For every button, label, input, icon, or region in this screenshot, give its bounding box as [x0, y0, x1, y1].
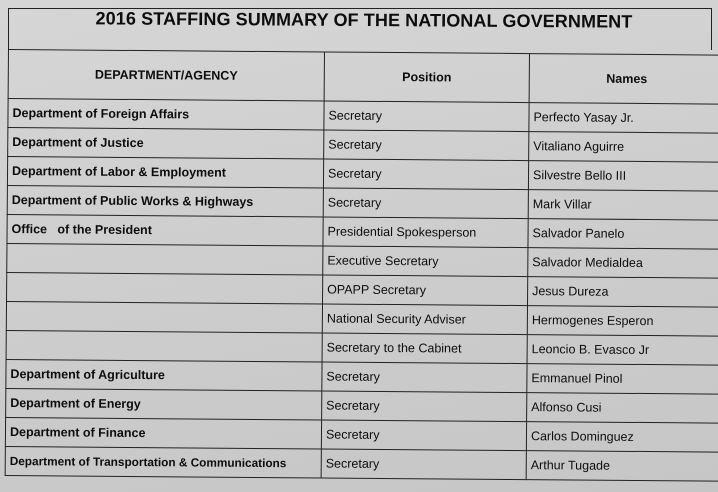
position-cell: Secretary [324, 130, 529, 161]
department-cell [6, 301, 322, 332]
name-cell: Salvador Panelo [528, 219, 718, 250]
department-cell: Department of Justice [8, 128, 324, 159]
department-cell [7, 272, 323, 303]
name-cell: Jesus Dureza [528, 277, 718, 308]
name-cell: Mark Villar [528, 190, 718, 221]
position-cell: Secretary [321, 449, 526, 480]
department-cell: Department of Agriculture [6, 359, 322, 390]
department-cell [6, 330, 322, 361]
position-cell: Secretary [322, 362, 527, 393]
position-cell: Presidential Spokesperson [323, 217, 528, 248]
department-cell: Office of the President [7, 214, 323, 245]
name-cell: Hermogenes Esperon [527, 306, 718, 337]
name-cell: Alfonso Cusi [527, 393, 718, 424]
position-cell: Executive Secretary [323, 246, 528, 277]
table-header-row [8, 50, 718, 105]
position-cell: Secretary [323, 159, 528, 190]
position-cell: Secretary [323, 188, 528, 219]
position-cell: Secretary [324, 101, 529, 132]
department-cell: Department of Finance [5, 417, 321, 448]
name-cell: Carlos Dominguez [526, 422, 718, 453]
staffing-table [5, 49, 718, 482]
department-cell: Department of Foreign Affairs [8, 99, 324, 130]
position-cell: Secretary [321, 420, 526, 451]
position-cell: National Security Adviser [322, 304, 527, 335]
name-cell: Arthur Tugade [526, 451, 718, 482]
name-cell: Salvador Medialdea [528, 248, 718, 279]
position-cell: Secretary [322, 391, 527, 422]
name-cell: Emmanuel Pinol [527, 364, 718, 395]
name-cell: Leoncio B. Evasco Jr [527, 335, 718, 366]
table-row [5, 446, 718, 481]
name-cell: Perfecto Yasay Jr. [529, 103, 718, 134]
department-cell [7, 243, 323, 274]
header-names: Names [529, 54, 718, 105]
department-cell: Department of Energy [6, 388, 322, 419]
name-cell: Vitaliano Aguirre [529, 132, 718, 163]
name-cell: Silvestre Bello III [528, 161, 718, 192]
department-cell: Department of Public Works & Highways [7, 185, 323, 216]
department-cell: Department of Labor & Employment [7, 157, 323, 188]
position-cell: Secretary to the Cabinet [322, 333, 527, 364]
position-cell: OPAPP Secretary [323, 275, 528, 306]
document-title: 2016 STAFFING SUMMARY OF THE NATIONAL GOVERNMENT [95, 8, 633, 32]
header-department: DEPARTMENT/AGENCY [8, 50, 324, 101]
header-position: Position [324, 52, 529, 103]
department-cell: Department of Transportation & Communications [5, 446, 321, 477]
